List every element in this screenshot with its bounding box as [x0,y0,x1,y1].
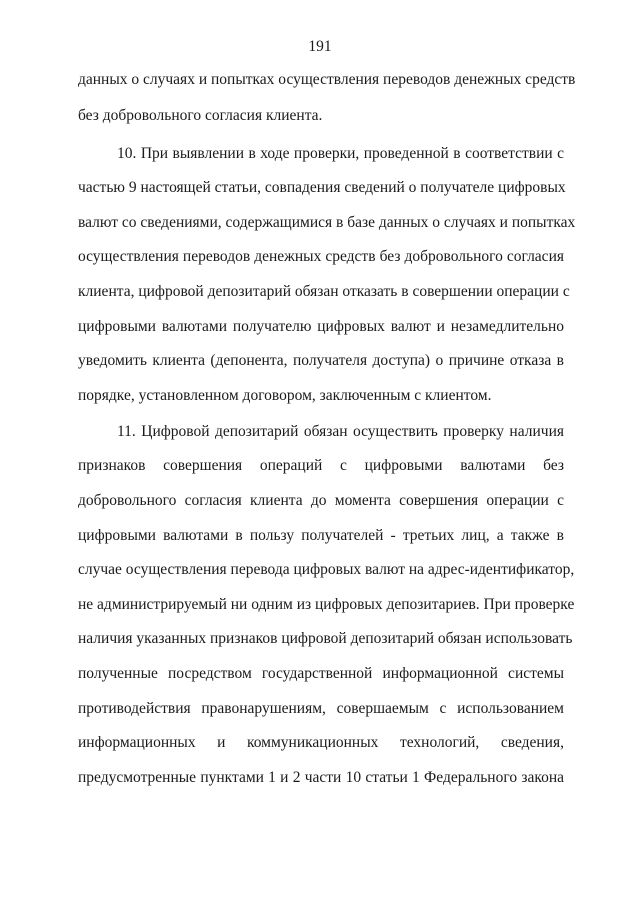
text-line: без добровольного согласия клиента. [78,107,323,124]
text-line: уведомить клиента (депонента, получателя доступа) о причине отказа в [78,352,564,369]
text-line: полученные посредством государственной информационной системы [78,665,564,682]
text-line: информационных и коммуникационных технологий, сведения, [78,734,564,751]
page-number: 191 [308,38,332,55]
text-line: случае осуществления перевода цифровых валют на адрес-идентификатор, [78,561,575,578]
text-line: клиента, цифровой депозитарий обязан отказать в совершении операции с [78,283,570,300]
text-line: 10. При выявлении в ходе проверки, проведенной в соответствии с [117,145,564,162]
text-line: предусмотренные пунктами 1 и 2 части 10 статьи 1 Федерального закона [78,769,564,786]
text-line: 11. Цифровой депозитарий обязан осуществить проверку наличия [117,423,564,440]
text-line: не администрируемый ни одним из цифровых депозитариев. При проверке [78,596,575,613]
text-line: признаков совершения операций с цифровыми валютами без [78,457,564,474]
text-line: противодействия правонарушениям, совершаемым с использованием [78,700,564,717]
text-line: валют со сведениями, содержащимися в базе данных о случаях и попытках [78,214,576,231]
text-line: данных о случаях и попытках осуществления переводов денежных средств [78,71,576,88]
text-line: цифровыми валютами получателю цифровых валют и незамедлительно [78,318,564,335]
text-line: осуществления переводов денежных средств без добровольного согласия [78,248,564,265]
text-line: цифровыми валютами в пользу получателей - третьих лиц, а также в [78,527,564,544]
text-line: наличия указанных признаков цифровой депозитарий обязан использовать [78,630,573,647]
text-line: частью 9 настоящей статьи, совпадения сведений о получателе цифровых [78,179,566,196]
text-line: добровольного согласия клиента до момента совершения операции с [78,492,564,509]
text-line: порядке, установленном договором, заключенным с клиентом. [78,387,492,404]
